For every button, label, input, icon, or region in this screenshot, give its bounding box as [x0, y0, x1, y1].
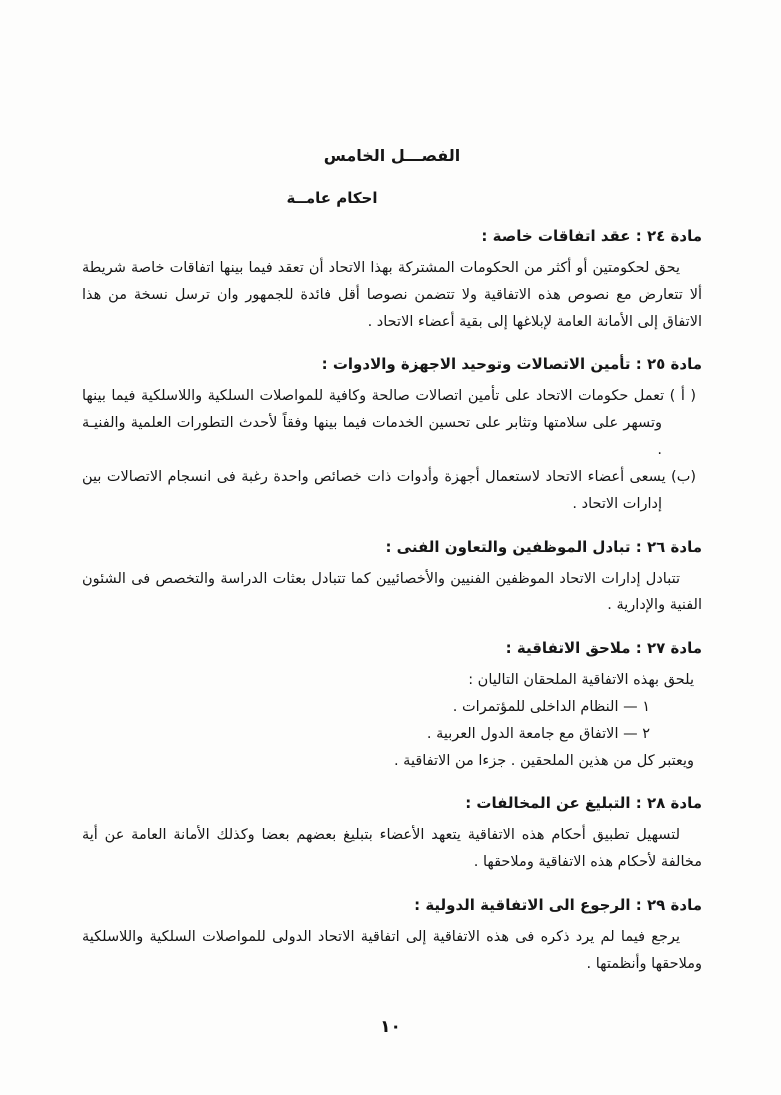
article-24: [82, 224, 702, 335]
article-25-heading: مادة ٢٥ : تأمين الاتصالات وتوحيد الاجهزة والادوات :: [321, 355, 702, 374]
page-number: ١٠: [380, 1017, 401, 1037]
article-24-heading: مادة ٢٤ : عقد اتفاقات خاصة :: [481, 227, 702, 245]
article-29-body: يرجع فيما لم يرد ذكره فى هذه الاتفاقية إلى اتفاقية الاتحاد الدولى للمواصلات السلكية واللاسلكية وملاحقها وأنظمتها .: [82, 929, 702, 972]
article-27-closing: ويعتبر كل من هذين الملحقين . جزءا من الاتفاقية .: [393, 752, 694, 769]
article-26-heading: مادة ٢٦ : تبادل الموظفين والتعاون الفنى :: [385, 537, 702, 556]
article-28-body: لتسهيل تطبيق أحكام هذه الاتفاقية يتعهد الأعضاء بتبليغ بعضهم بعضا وكذلك الأمانة العامة عن أية مخالفة لأحكام هذه الاتفاقية وملاحقها .: [82, 827, 702, 871]
article-27: [82, 636, 702, 774]
article-27-list-item-1: ١ — النظام الداخلى للمؤتمرات .: [452, 698, 650, 715]
article-27-list-item-2: ٢ — الاتفاق مع جامعة الدول العربية .: [426, 725, 650, 742]
document-content: [82, 146, 702, 978]
article-26: [82, 535, 702, 620]
article-26-body: تتبادل إدارات الاتحاد الموظفين الفنيين والأخصائيين كما تتبادل بعثات الدراسة والتخصص فى الشئون الفنية والإدارية .: [82, 570, 702, 614]
article-29-heading: مادة ٢٩ : الرجوع الى الاتفاقية الدولية :: [414, 896, 702, 914]
chapter-subtitle: احكام عامــة: [286, 189, 378, 207]
chapter-title: الفصـــل الخامس: [323, 146, 461, 165]
article-27-heading: مادة ٢٧ : ملاحق الاتفاقية :: [505, 639, 702, 658]
article-25: [82, 352, 702, 517]
article-27-intro: يلحق بهذه الاتفاقية الملحقان التاليان :: [468, 672, 694, 689]
article-25-item-b: (ب) يسعى أعضاء الاتحاد لاستعمال أجهزة وأدوات ذات خصائص واحدة رغبة فى انسجام الاتصالات بين إدارات الاتحاد .: [82, 468, 696, 512]
article-28-heading: مادة ٢٨ : التبليغ عن المخالفات :: [465, 794, 702, 813]
article-25-item-a: ( أ ) تعمل حكومات الاتحاد على تأمين اتصالات صالحة وكافية للمواصلات السلكية واللاسلكية فيما بينها وتسهر على سلامتها وتثابر على تحسين الخدمات فيما بينها وفقاً لأحدث التطورات العلمية والفنيـة .: [82, 388, 696, 459]
article-24-body: يحق لحكومتين أو أكثر من الحكومات المشتركة بهذا الاتحاد أن تعقد فيما بينها اتفاقات خاصة شريطة ألا تتعارض مع نصوص هذه الاتفاقية ولا تتضمن نصوصا أقل فائدة للجمهور وان ترسل نسخة من هذا الاتفاق إلى الأمانة العامة لإبلاغها إلى بقية أعضاء الاتحاد .: [82, 260, 702, 330]
article-28: [82, 791, 702, 876]
article-29: [82, 893, 702, 978]
